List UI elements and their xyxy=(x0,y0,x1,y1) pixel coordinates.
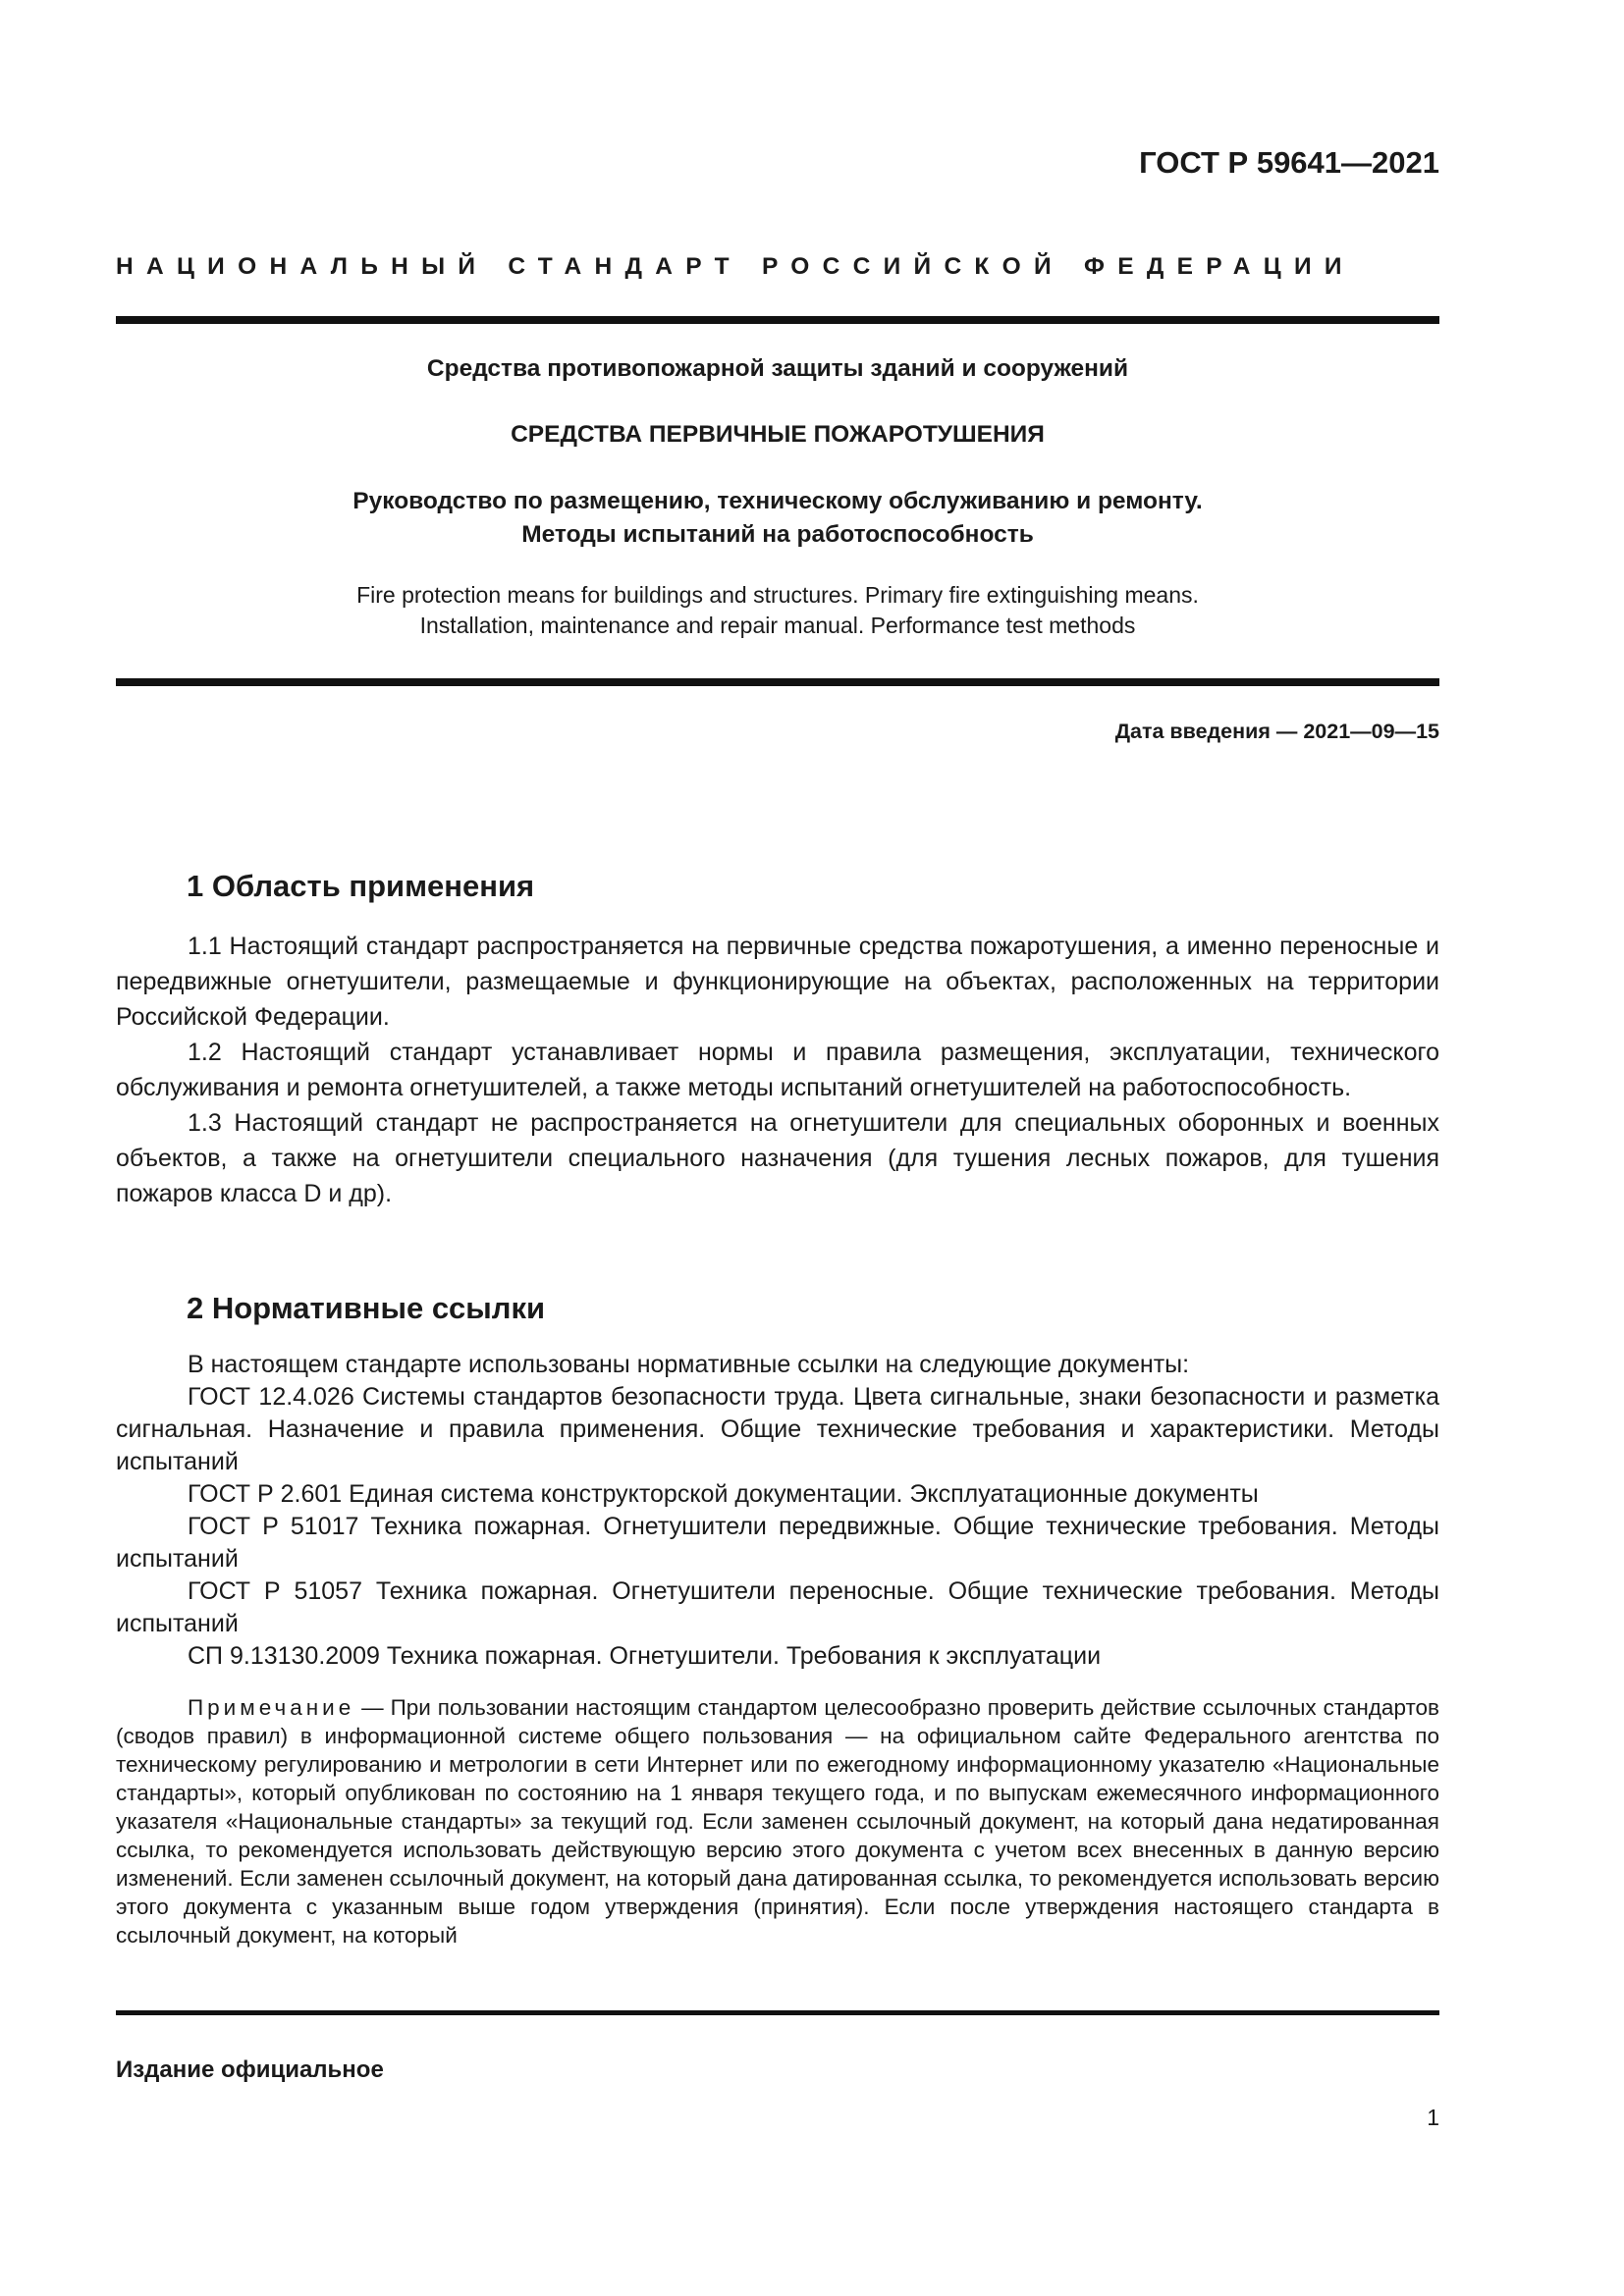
introduction-date: Дата введения — 2021—09—15 xyxy=(1114,720,1439,743)
reference-item: СП 9.13130.2009 Техника пожарная. Огнетушители. Требования к эксплуатации xyxy=(188,1642,1102,1670)
title-group: Средства противопожарной защиты зданий и сооружений xyxy=(426,355,1129,382)
official-edition-label: Издание официальное xyxy=(116,2056,384,2083)
section-1-body xyxy=(116,929,1439,1211)
note-label: Примечание xyxy=(188,1695,355,1720)
page-number: 1 xyxy=(1427,2105,1439,2130)
section-1-heading: 1 Область применения xyxy=(187,869,535,903)
references-note xyxy=(116,1693,1439,1949)
paragraph-1-3: 1.3 Настоящий стандарт не распространяется на огнетушители для специальных оборонных и военных объектов, а также на огнетушители специального назначения (для тушения лесных пожаров, для тушения пожаров класса D и др). xyxy=(116,1109,1439,1207)
reference-item: ГОСТ Р 2.601 Единая система конструкторской документации. Эксплуатационные документы xyxy=(188,1480,1259,1508)
footer-rule xyxy=(116,2010,1439,2015)
paragraph-1-1: 1.1 Настоящий стандарт распространяется на первичные средства пожаротушения, а именно переносные и передвижные огнетушители, размещаемые и функционирующие на объектах, расположенных на территории Российской Федерации. xyxy=(116,933,1439,1031)
top-rule xyxy=(116,316,1439,324)
national-standard-caption: НАЦИОНАЛЬНЫЙ СТАНДАРТ РОССИЙСКОЙ ФЕДЕРАЦИИ xyxy=(116,253,1355,280)
title-english-line1: Fire protection means for buildings and structures. Primary fire extinguishing means. xyxy=(356,582,1199,608)
section-2-body xyxy=(116,1349,1439,1673)
paragraph-1-2: 1.2 Настоящий стандарт устанавливает нормы и правила размещения, эксплуатации, технического обслуживания и ремонта огнетушителей, а также методы испытаний огнетушителей на работоспособность. xyxy=(116,1039,1439,1101)
reference-item: ГОСТ Р 51017 Техника пожарная. Огнетушители передвижные. Общие технические требования. Методы испытаний xyxy=(116,1513,1439,1573)
references-intro: В настоящем стандарте использованы нормативные ссылки на следующие документы: xyxy=(188,1351,1190,1378)
section-2-heading: 2 Нормативные ссылки xyxy=(187,1291,546,1325)
title-subtitle xyxy=(116,485,1439,552)
title-bottom-rule xyxy=(116,678,1439,686)
reference-item: ГОСТ 12.4.026 Системы стандартов безопасности труда. Цвета сигнальные, знаки безопасности и разметка сигнальная. Назначение и правила применения. Общие технические требования и характеристики. Методы испытаний xyxy=(116,1383,1439,1475)
title-subtitle-line2: Методы испытаний на работоспособность xyxy=(521,521,1034,548)
title-main: СРЕДСТВА ПЕРВИЧНЫЕ ПОЖАРОТУШЕНИЯ xyxy=(511,421,1045,448)
note-text: — При пользовании настоящим стандартом целесообразно проверить действие ссылочных стандартов (сводов правил) в информационной системе общего пользования — на официальном сайте Федерального агентства по техническому регулированию и метрологии в сети Интернет или по ежегодному информационному указателю «Национальные стандарты», который опубликован по состоянию на 1 января текущего года, и по выпускам ежемесячного информационного указателя «Национальные стандарты» за текущий год. Если заменен ссылочный документ, на который дана недатированная ссылка, то рекомендуется использовать действующую версию этого документа с учетом всех внесенных в данную версию изменений. Если заменен ссылочный документ, на который дана датированная ссылка, то рекомендуется использовать версию этого документа с указанным выше годом утверждения (принятия). Если после утверждения настоящего стандарта в ссылочный документ, на который xyxy=(116,1695,1439,1948)
title-english-line2: Installation, maintenance and repair manual. Performance test methods xyxy=(419,613,1136,638)
document-code: ГОСТ Р 59641—2021 xyxy=(1139,145,1439,180)
reference-item: ГОСТ Р 51057 Техника пожарная. Огнетушители переносные. Общие технические требования. Методы испытаний xyxy=(116,1577,1439,1637)
title-subtitle-line1: Руководство по размещению, техническому обслуживанию и ремонту. xyxy=(352,488,1203,514)
title-english xyxy=(116,580,1439,641)
